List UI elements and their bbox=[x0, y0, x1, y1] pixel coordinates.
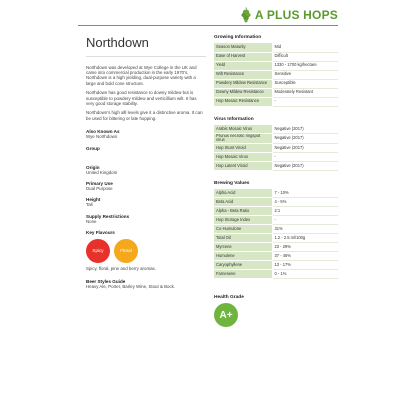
beer-styles-guide bbox=[86, 279, 206, 289]
row-value: 4 - 5% bbox=[272, 198, 338, 207]
row-key: Humulene bbox=[214, 252, 272, 261]
row-value: 31% bbox=[272, 225, 338, 234]
field-label: Also Known As bbox=[86, 128, 120, 134]
table-row bbox=[214, 43, 338, 52]
virus-information-table bbox=[214, 125, 338, 171]
table-row bbox=[214, 79, 338, 88]
row-key: Arabis Mosaic Virus bbox=[214, 125, 272, 134]
group bbox=[86, 146, 206, 151]
field-value: Wye Northdown bbox=[86, 133, 118, 139]
table-row bbox=[214, 234, 338, 243]
supply-restrictions bbox=[86, 214, 206, 224]
height bbox=[86, 197, 206, 207]
growing-information-table bbox=[214, 43, 338, 107]
key-flavours bbox=[86, 230, 206, 271]
left-column bbox=[86, 35, 206, 289]
row-value: Negative (2017) bbox=[272, 125, 338, 134]
flavour-circle-spicy: Spicy bbox=[86, 239, 110, 263]
row-value: 13 - 17% bbox=[272, 261, 338, 270]
row-value: Difficult bbox=[272, 52, 338, 61]
table-row bbox=[214, 70, 338, 79]
table-row bbox=[214, 243, 338, 252]
row-value: Sensitive bbox=[272, 70, 338, 79]
description-paragraph: Northdown has good resistance to downy mildew but is susceptible to powdery mildew and verticillium wilt. It has very good storage stability. bbox=[86, 90, 197, 106]
field-label: Group bbox=[86, 146, 100, 152]
brand-name: A PLUS HOPS bbox=[254, 8, 338, 22]
row-key: Alpha - Beta Ratio bbox=[214, 207, 272, 216]
field-value: Dual Purpose bbox=[86, 186, 113, 192]
row-key: Yield bbox=[214, 61, 272, 70]
header-divider bbox=[78, 25, 338, 26]
flavour-description: Spicy, floral, pine and berry aromas. bbox=[86, 265, 156, 271]
table-row bbox=[214, 152, 338, 161]
table-row bbox=[214, 97, 338, 106]
right-column bbox=[214, 35, 338, 327]
also-known-as bbox=[86, 129, 206, 139]
table-row bbox=[214, 88, 338, 97]
brewing-values-table bbox=[214, 189, 338, 280]
row-key: Powdery Mildew Resistance bbox=[214, 79, 272, 88]
flavour-circle-floral: Floral bbox=[114, 239, 138, 263]
row-key: Prunus necrotic ringspot virus bbox=[214, 134, 272, 144]
row-value: Moderately Resistant bbox=[272, 88, 338, 97]
field-label: Height bbox=[86, 197, 101, 203]
origin bbox=[86, 165, 206, 175]
row-key: Season Maturity bbox=[214, 43, 272, 52]
health-grade-badge: A+ bbox=[214, 303, 238, 327]
field-value: Tall bbox=[86, 202, 93, 208]
field-label: Beer Styles Guide bbox=[86, 279, 126, 285]
row-key: Hop Stunt Viroid bbox=[214, 143, 272, 152]
row-value: Negative (2017) bbox=[272, 161, 338, 170]
description-paragraph: Northdown's high alll levels give it a distinctive aroma. It can be used for bittering or late hopping. bbox=[86, 110, 203, 121]
row-key: Caryophyllene bbox=[214, 261, 272, 270]
row-value: 1330 - 1700 kg/hectare bbox=[272, 61, 338, 70]
row-value: 0 - 1% bbox=[272, 270, 338, 279]
row-key: Total Oil bbox=[214, 234, 272, 243]
description-paragraph: Northdown was developed at Wye College in the UK and came into commercial production in the early 1970's. Northdown is a high yielding, dual-purpose variety with a large and bold cone structure. bbox=[86, 65, 197, 86]
table-row bbox=[214, 207, 338, 216]
flavour-circles bbox=[86, 239, 206, 263]
table-row bbox=[214, 143, 338, 152]
field-label: Supply Restrictions bbox=[86, 213, 130, 219]
row-key: Hop Mosaic Virus bbox=[214, 152, 272, 161]
page-title: Northdown bbox=[86, 35, 206, 57]
row-value: 7 - 10% bbox=[272, 189, 338, 198]
row-key: Ease of Harvest bbox=[214, 52, 272, 61]
row-key: Downy Mildew Resistance bbox=[214, 88, 272, 97]
row-key: Wilt Resistance bbox=[214, 70, 272, 79]
row-value: - bbox=[272, 152, 338, 161]
primary-use bbox=[86, 181, 206, 191]
growing-information-title: Growing Information bbox=[214, 35, 262, 40]
table-row bbox=[214, 225, 338, 234]
row-key: Hop Latent Viroid bbox=[214, 161, 272, 170]
health-grade-title: Health Grade bbox=[214, 295, 244, 301]
row-key: Myrcene bbox=[214, 243, 272, 252]
field-label: Origin bbox=[86, 165, 100, 171]
table-row bbox=[214, 270, 338, 279]
row-value: Susceptible bbox=[272, 79, 338, 88]
row-value: - bbox=[272, 216, 338, 225]
row-value: 37 - 45% bbox=[272, 252, 338, 261]
table-row bbox=[214, 134, 338, 144]
row-value: 23 - 29% bbox=[272, 243, 338, 252]
table-row bbox=[214, 252, 338, 261]
row-key: Alpha Acid bbox=[214, 189, 272, 198]
row-value: Negative (2017) bbox=[272, 134, 338, 144]
field-value: United Kingdom bbox=[86, 170, 118, 176]
table-row bbox=[214, 261, 338, 270]
field-value: Heavy Ale, Porter, Barley Wine, Stout & Bock. bbox=[86, 284, 176, 290]
row-value: 1.2 - 2.5 ml/100g bbox=[272, 234, 338, 243]
row-key: Beta Acid bbox=[214, 198, 272, 207]
row-value: Negative (2017) bbox=[272, 143, 338, 152]
hop-cone-icon bbox=[240, 7, 252, 23]
table-row bbox=[214, 161, 338, 170]
row-key: Farnesene bbox=[214, 270, 272, 279]
virus-information-title: Virus Information bbox=[214, 116, 254, 122]
row-value: 2:1 bbox=[272, 207, 338, 216]
row-key: Hop Mosaic Resistance bbox=[214, 97, 272, 106]
field-label: Key Flavours bbox=[86, 229, 115, 235]
field-label: Primary Use bbox=[86, 181, 113, 187]
field-value: None bbox=[86, 218, 97, 224]
row-value: Mid bbox=[272, 43, 338, 52]
brewing-values-title: Brewing Values bbox=[214, 180, 250, 186]
row-key: Co-Humulone bbox=[214, 225, 272, 234]
row-key: Hop Storage Index bbox=[214, 216, 272, 225]
table-row bbox=[214, 52, 338, 61]
table-row bbox=[214, 198, 338, 207]
table-row bbox=[214, 216, 338, 225]
table-row bbox=[214, 61, 338, 70]
brand bbox=[240, 7, 338, 23]
row-value: - bbox=[272, 97, 338, 106]
table-row bbox=[214, 189, 338, 198]
